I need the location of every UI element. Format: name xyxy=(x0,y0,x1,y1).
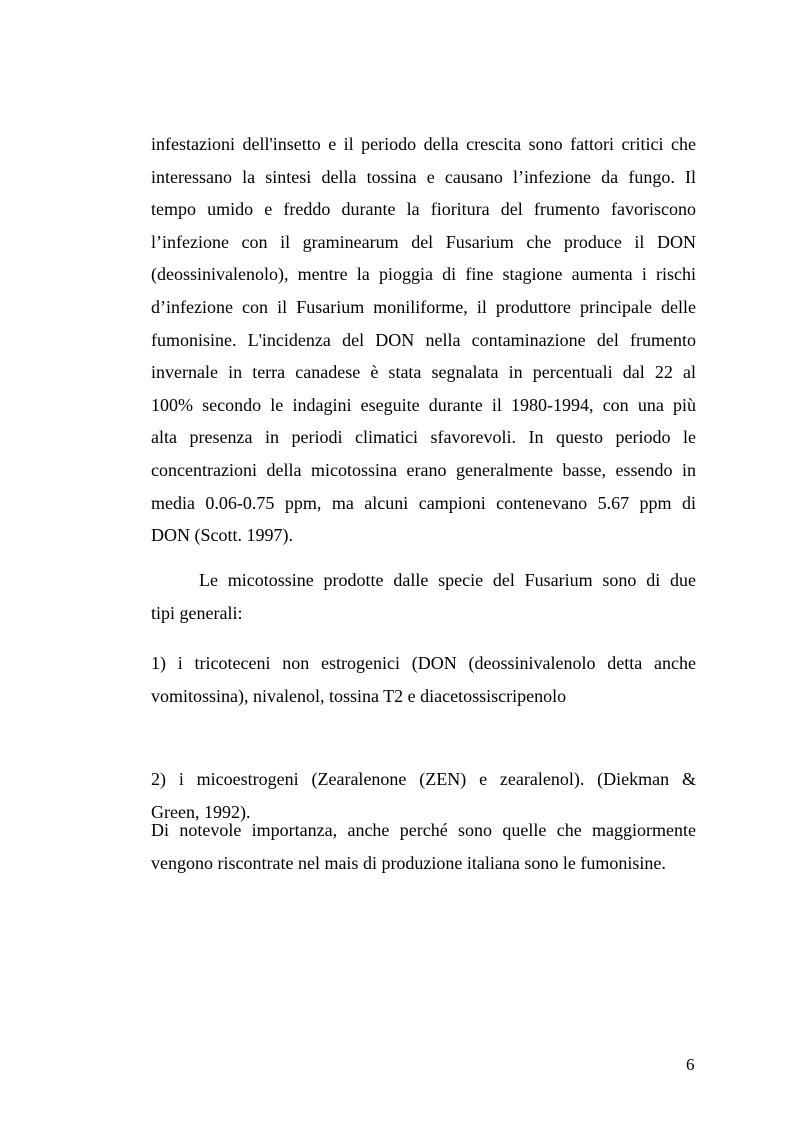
text-line: 2) i micoestrogeni (Zearalenone (ZEN) e zearalenol). (Diekman & xyxy=(151,769,696,789)
text-line: l’infezione con il graminearum del Fusarium che produce il DON xyxy=(151,231,696,252)
text-line: Di notevole importanza, anche perché sono quelle che maggiormente xyxy=(151,820,696,840)
text-line: 100% secondo le indagini eseguite durante il 1980-1994, con una più xyxy=(151,394,696,415)
text-line: concentrazioni della micotossina erano generalmente basse, essendo in xyxy=(151,459,696,480)
text-line: Le micotossine prodotte dalle specie del Fusarium sono di due xyxy=(199,570,696,590)
text-line: invernale in terra canadese è stata segnalata in percentuali dal 22 al xyxy=(151,362,696,383)
text-line: vengono riscontrate nel mais di produzione italiana sono le fumonisine. xyxy=(151,852,666,873)
text-line: tempo umido e freddo durante la fioritura del frumento favoriscono xyxy=(151,199,696,220)
page-number: 6 xyxy=(686,1055,695,1074)
text-line: d’infezione con il Fusarium moniliforme, il produttore principale delle xyxy=(151,296,696,317)
text-line: tipi generali: xyxy=(151,602,243,623)
list-item-tricoteceni xyxy=(151,647,696,712)
text-line: fumonisine. L'incidenza del DON nella contaminazione del frumento xyxy=(151,329,696,350)
paragraph-fumonisine xyxy=(151,814,696,879)
paragraph-mycotoxin-types xyxy=(151,564,696,629)
paragraph-fusarium-infection xyxy=(151,128,696,552)
text-line: vomitossina), nivalenol, tossina T2 e diacetossiscripenolo xyxy=(151,685,567,706)
text-line: interessano la sintesi della tossina e causano l’infezione da fungo. Il xyxy=(151,166,696,187)
text-line: 1) i tricoteceni non estrogenici (DON (deossinivalenolo detta anche xyxy=(151,653,696,673)
text-line: alta presenza in periodi climatici sfavorevoli. In questo periodo le xyxy=(151,427,696,448)
text-line: Green, 1992). xyxy=(151,801,251,822)
text-line: DON (Scott. 1997). xyxy=(151,525,293,546)
text-line: infestazioni dell'insetto e il periodo della crescita sono fattori critici che xyxy=(151,134,696,154)
text-line: media 0.06-0.75 ppm, ma alcuni campioni contenevano 5.67 ppm di xyxy=(151,492,696,513)
text-line: (deossinivalenolo), mentre la pioggia di fine stagione aumenta i rischi xyxy=(151,264,696,285)
